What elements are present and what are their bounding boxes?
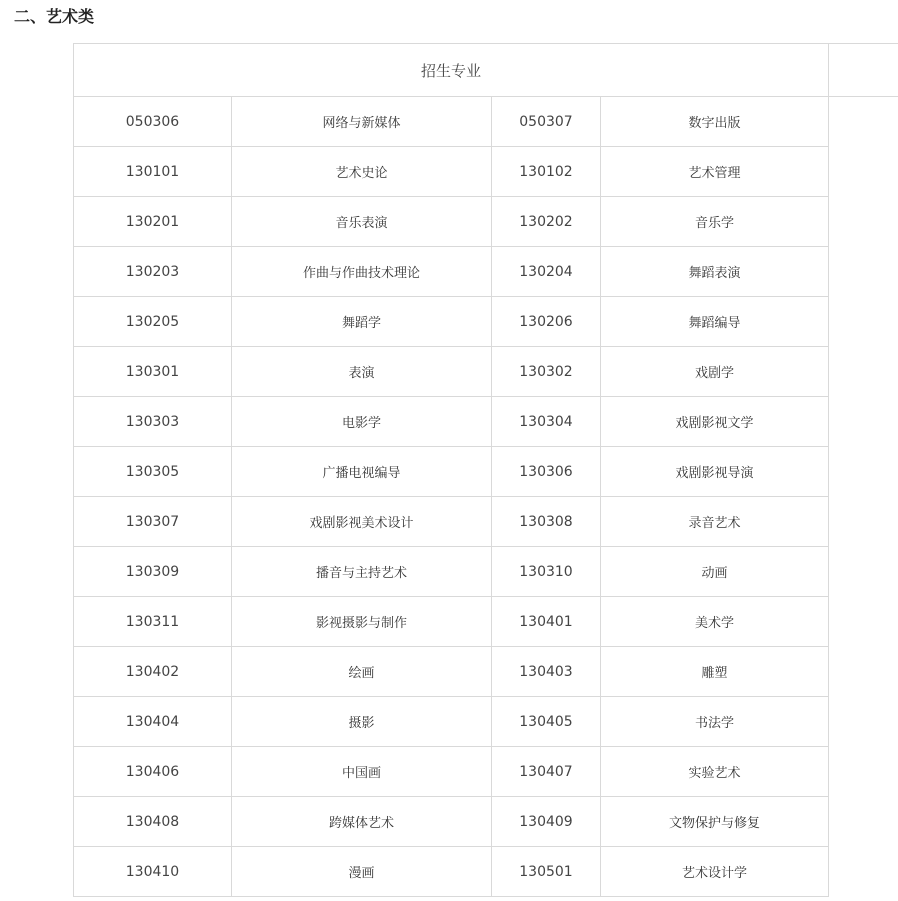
major-code-cell: 050307 (492, 97, 601, 147)
major-code-cell: 130309 (74, 547, 232, 597)
major-name-cell: 艺术设计学 (601, 847, 829, 897)
blank-cell (829, 797, 898, 847)
table-row (74, 647, 898, 697)
blank-cell (829, 397, 898, 447)
table-row (74, 697, 898, 747)
major-code-cell: 130405 (492, 697, 601, 747)
major-name-cell: 实验艺术 (601, 747, 829, 797)
major-code-cell: 130201 (74, 197, 232, 247)
major-code-cell: 130205 (74, 297, 232, 347)
major-code-cell: 130401 (492, 597, 601, 647)
major-code-cell: 130410 (74, 847, 232, 897)
major-name-cell: 戏剧学 (601, 347, 829, 397)
major-code-cell: 130310 (492, 547, 601, 597)
major-name-cell: 漫画 (232, 847, 492, 897)
major-name-cell: 网络与新媒体 (232, 97, 492, 147)
major-name-cell: 艺术史论 (232, 147, 492, 197)
major-name-cell: 作曲与作曲技术理论 (232, 247, 492, 297)
blank-cell (829, 597, 898, 647)
major-name-cell: 舞蹈编导 (601, 297, 829, 347)
table-row (74, 497, 898, 547)
major-name-cell: 中国画 (232, 747, 492, 797)
major-name-cell: 戏剧影视文学 (601, 397, 829, 447)
major-code-cell: 130102 (492, 147, 601, 197)
major-code-cell: 130302 (492, 347, 601, 397)
major-code-cell: 130404 (74, 697, 232, 747)
table-header-cell: 招生专业 (74, 44, 829, 97)
blank-cell (829, 697, 898, 747)
major-code-cell: 130305 (74, 447, 232, 497)
major-name-cell: 播音与主持艺术 (232, 547, 492, 597)
major-name-cell: 美术学 (601, 597, 829, 647)
table-row (74, 447, 898, 497)
blank-cell (829, 247, 898, 297)
major-code-cell: 130307 (74, 497, 232, 547)
blank-cell (829, 297, 898, 347)
major-name-cell: 舞蹈表演 (601, 247, 829, 297)
major-code-cell: 130311 (74, 597, 232, 647)
major-code-cell: 130304 (492, 397, 601, 447)
major-code-cell: 130408 (74, 797, 232, 847)
blank-cell (829, 547, 898, 597)
major-code-cell: 130306 (492, 447, 601, 497)
table-header-extra-cell (829, 44, 898, 97)
table-row (74, 297, 898, 347)
table-row (74, 247, 898, 297)
major-name-cell: 摄影 (232, 697, 492, 747)
major-code-cell: 130204 (492, 247, 601, 297)
major-name-cell: 动画 (601, 547, 829, 597)
table-row (74, 847, 898, 897)
table-header-row (74, 44, 898, 97)
major-name-cell: 广播电视编导 (232, 447, 492, 497)
major-name-cell: 音乐表演 (232, 197, 492, 247)
majors-table-container (73, 43, 898, 897)
major-code-cell: 050306 (74, 97, 232, 147)
table-row (74, 347, 898, 397)
table-row (74, 197, 898, 247)
major-code-cell: 130409 (492, 797, 601, 847)
major-name-cell: 艺术管理 (601, 147, 829, 197)
major-code-cell: 130202 (492, 197, 601, 247)
table-row (74, 597, 898, 647)
table-row (74, 97, 898, 147)
blank-cell (829, 847, 898, 897)
major-code-cell: 130206 (492, 297, 601, 347)
blank-cell (829, 97, 898, 147)
major-code-cell: 130406 (74, 747, 232, 797)
major-name-cell: 表演 (232, 347, 492, 397)
blank-cell (829, 497, 898, 547)
major-code-cell: 130403 (492, 647, 601, 697)
major-name-cell: 书法学 (601, 697, 829, 747)
major-code-cell: 130402 (74, 647, 232, 697)
major-code-cell: 130303 (74, 397, 232, 447)
table-row (74, 797, 898, 847)
table-row (74, 147, 898, 197)
table-row (74, 747, 898, 797)
blank-cell (829, 347, 898, 397)
majors-table (73, 43, 898, 897)
blank-cell (829, 447, 898, 497)
major-code-cell: 130407 (492, 747, 601, 797)
blank-cell (829, 647, 898, 697)
major-name-cell: 录音艺术 (601, 497, 829, 547)
major-name-cell: 影视摄影与制作 (232, 597, 492, 647)
major-name-cell: 电影学 (232, 397, 492, 447)
major-name-cell: 戏剧影视美术设计 (232, 497, 492, 547)
section-title: 二、艺术类 (14, 7, 95, 26)
major-code-cell: 130203 (74, 247, 232, 297)
blank-cell (829, 197, 898, 247)
major-name-cell: 文物保护与修复 (601, 797, 829, 847)
major-name-cell: 音乐学 (601, 197, 829, 247)
major-name-cell: 雕塑 (601, 647, 829, 697)
major-code-cell: 130308 (492, 497, 601, 547)
blank-cell (829, 747, 898, 797)
major-name-cell: 跨媒体艺术 (232, 797, 492, 847)
major-name-cell: 戏剧影视导演 (601, 447, 829, 497)
major-code-cell: 130501 (492, 847, 601, 897)
major-code-cell: 130101 (74, 147, 232, 197)
major-name-cell: 数字出版 (601, 97, 829, 147)
blank-cell (829, 147, 898, 197)
major-name-cell: 绘画 (232, 647, 492, 697)
major-code-cell: 130301 (74, 347, 232, 397)
table-row (74, 397, 898, 447)
table-row (74, 547, 898, 597)
major-name-cell: 舞蹈学 (232, 297, 492, 347)
